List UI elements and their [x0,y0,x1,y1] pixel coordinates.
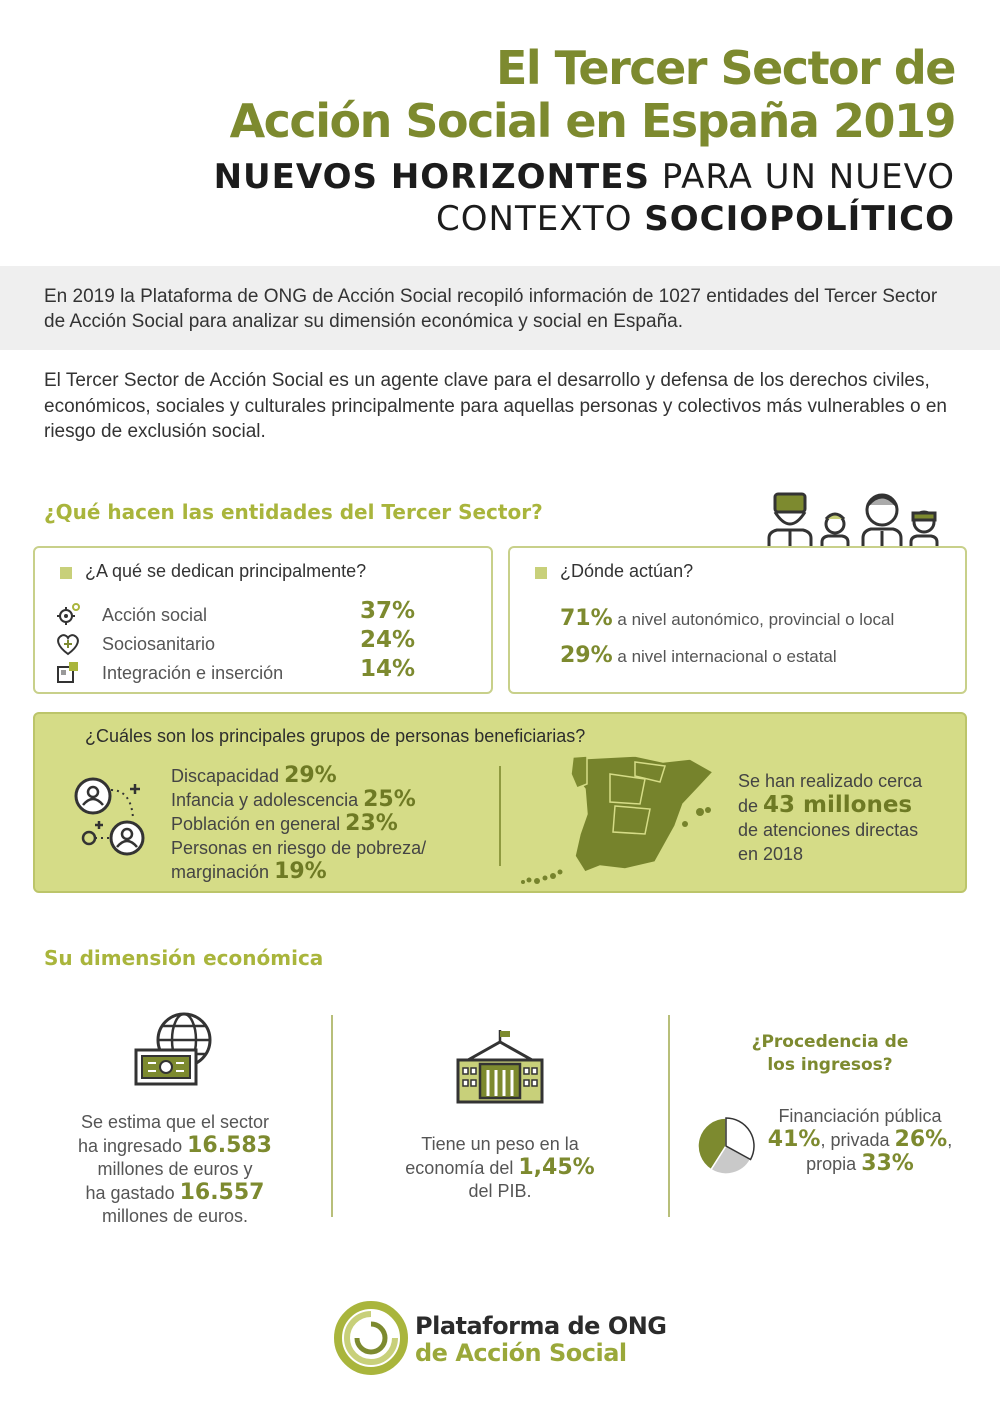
atenciones-line: Se han realizado cerca [738,771,923,791]
people-connection-icon [69,772,149,862]
donde-row [560,643,837,668]
econ-pre: ha ingresado [78,1136,188,1156]
activity-label: Acción social [102,605,208,625]
beneficiaria-pct: 29% [284,763,337,788]
intro-band [0,266,1000,350]
atenciones-line: de atenciones directas [738,820,919,840]
procedencia-heading [740,1031,920,1077]
subtitle-normal-2: CONTEXTO [436,199,645,239]
intro-paragraph-1: En 2019 la Plataforma de ONG de Acción Social recopiló información de 1027 entidades del Tercer Sector de Acción Social para analizar su dimensión económica y social en España. [44,286,938,332]
plataforma-logo-text [415,1313,667,1367]
econ-pre: propia [806,1154,862,1174]
econ-pre: economía del [405,1158,519,1178]
beneficiaria-pct: 19% [274,859,327,884]
gears-icon [55,602,81,628]
beneficiaria-label: Infancia y adolescencia [171,790,364,810]
logo-line-2: de Acción Social [415,1339,627,1367]
donde-row [560,606,894,631]
dedican-card [33,546,493,694]
econ-line [375,1156,625,1180]
atenciones-line [738,793,922,818]
atenciones-text [738,769,922,866]
que-hacen-heading: ¿Qué hacen las entidades del Tercer Sector? [44,500,543,524]
subtitle-rest-1: PARA UN NUEVO [649,157,955,197]
economica-heading: Su dimensión económica [44,946,324,970]
government-building-icon [454,1028,546,1106]
econ-line: Financiación pública [778,1106,942,1126]
econ-col-ingresos [50,1111,300,1228]
econ-line: Se estima que el sector [80,1112,270,1132]
people-icon [765,486,945,548]
econ-end: , [947,1130,953,1150]
income-pie-chart [694,1114,758,1178]
econ-col-procedencia [760,1105,960,1176]
subtitle-bold-2: SOCIOPOLÍTICO [644,199,955,239]
donde-pct: 71% [560,606,613,631]
beneficiaria-pct: 25% [363,787,416,812]
vertical-separator [499,766,501,866]
donde-question: ¿Dónde actúan? [560,561,694,581]
beneficiaria-line [171,764,426,788]
activity-label: Sociosanitario [102,634,216,654]
econ-big: 41% [767,1127,821,1152]
atenciones-line: en 2018 [738,844,804,864]
econ-big: 1,45% [518,1155,595,1180]
econ-line: Tiene un peso en la [421,1134,579,1154]
logo-line-1: Plataforma de ONG [415,1312,667,1340]
activity-row [35,656,475,688]
procedencia-heading-line: los ingresos? [767,1055,893,1075]
beneficiaria-line [171,860,426,884]
econ-line [760,1128,960,1152]
activity-label: Integración e inserción [102,663,284,683]
econ-separator [668,1015,670,1217]
econ-big: 16.557 [179,1180,265,1205]
econ-big: 26% [894,1127,948,1152]
econ-line [50,1181,300,1205]
beneficiarias-question: ¿Cuáles son los principales grupos de personas beneficiarias? [85,726,586,746]
procedencia-heading-line: ¿Procedencia de [751,1032,909,1052]
subtitle-line-1 [214,156,955,198]
bullet-square [535,567,547,579]
econ-pre: ha gastado [85,1183,180,1203]
econ-line [50,1134,300,1158]
spain-map-icon [515,754,725,889]
plataforma-logo-icon [333,1300,413,1376]
subtitle-bold-1: NUEVOS HORIZONTES [213,157,650,197]
beneficiaria-line [171,788,426,812]
beneficiaria-label: Discapacidad [171,766,285,786]
econ-big: 33% [861,1151,914,1176]
title-line-1: El Tercer Sector de [495,41,955,95]
heart-plus-icon [55,631,81,657]
econ-separator [331,1015,333,1217]
dedican-question: ¿A qué se dedican principalmente? [85,561,367,581]
beneficiaria-label: Población en general [171,814,346,834]
activity-pct: 24% [360,627,416,653]
econ-line: millones de euros. [101,1206,249,1226]
bullet-square [60,567,72,579]
money-globe-icon [132,1010,217,1090]
donde-pct: 29% [560,643,613,668]
header [214,42,955,240]
activity-row [35,627,475,659]
puzzle-icon [55,660,81,686]
activity-pct: 37% [360,598,416,624]
econ-line: del PIB. [468,1181,532,1201]
beneficiarias-list [171,764,426,884]
donde-text: a nivel autonómico, provincial o local [612,610,895,629]
intro-paragraph-2: El Tercer Sector de Acción Social es un agente clave para el desarrollo y defensa de los derechos civiles, económicos, sociales y culturales principalmente para aquellas personas y colectivos más vulnerables o en riesgo de exclusión social. [44,370,947,442]
atenciones-pre: de [738,796,764,816]
econ-big: 16.583 [187,1133,272,1158]
econ-col-pib [375,1133,625,1203]
subtitle-line-2 [214,198,955,240]
activity-row [35,598,475,630]
title-line-2: Acción Social en España 2019 [229,94,955,148]
beneficiaria-line [171,812,426,836]
econ-mid: , privada [820,1130,895,1150]
econ-line: millones de euros y [97,1159,253,1179]
donde-card [508,546,967,694]
beneficiaria-label: marginación [171,862,275,882]
activity-pct: 14% [360,656,416,682]
atenciones-big: 43 millones [763,792,913,818]
beneficiarias-band [33,712,967,893]
beneficiaria-pct: 23% [345,811,398,836]
econ-line [760,1152,960,1176]
beneficiaria-line: Personas en riesgo de pobreza/ [171,838,427,858]
donde-text: a nivel internacional o estatal [612,647,837,666]
